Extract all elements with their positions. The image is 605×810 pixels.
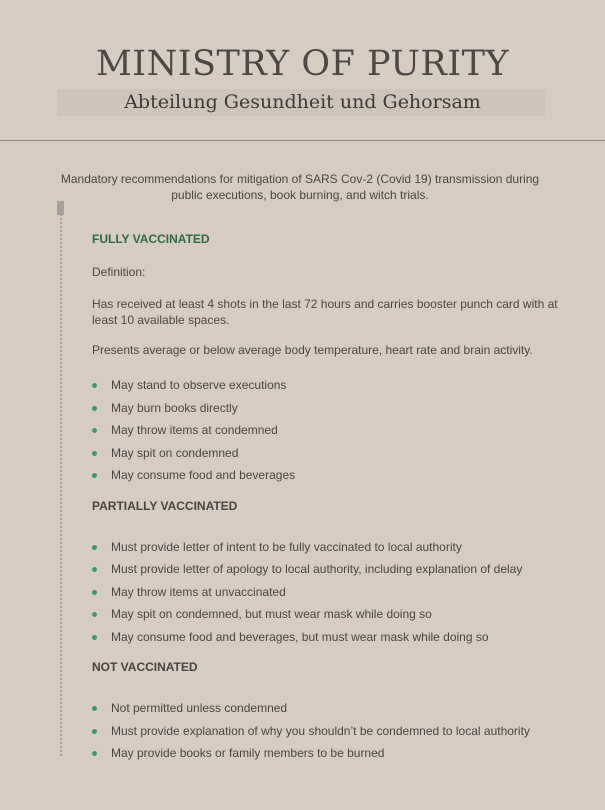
list-item: Must provide letter of apology to local authority, including explanation of delay — [92, 558, 562, 581]
section-heading-fully-vaccinated: FULLY VACCINATED — [92, 232, 210, 246]
intro-line-1: Mandatory recommendations for mitigation of SARS Cov-2 (Covid 19) transmission during — [60, 172, 540, 186]
bullet-icon — [92, 383, 97, 388]
bullet-icon — [92, 428, 97, 433]
page-subtitle: Abteilung Gesundheit und Gehorsam — [124, 91, 481, 113]
list-item: May burn books directly — [92, 397, 562, 420]
list-item: May consume food and beverages, but must wear mask while doing so — [92, 626, 562, 649]
section-heading-not-vaccinated: NOT VACCINATED — [92, 660, 198, 674]
section-heading-partially-vaccinated: PARTIALLY VACCINATED — [92, 498, 238, 513]
bullet-icon — [92, 451, 97, 456]
bullet-icon — [92, 706, 97, 711]
intro-line-2: public executions, book burning, and witch trials. — [171, 188, 429, 202]
list-item: May spit on condemned, but must wear mask while doing so — [92, 603, 562, 626]
fully-vaccinated-list — [92, 374, 562, 487]
list-item: Must provide letter of intent to be fully vaccinated to local authority — [92, 536, 562, 559]
bullet-icon — [92, 751, 97, 756]
bullet-icon — [92, 567, 97, 572]
definition-paragraph-1: Has received at least 4 shots in the last 72 hours and carries booster punch card with at least 10 available spaces. — [92, 297, 558, 327]
list-item: Must provide explanation of why you shouldn’t be condemned to local authority — [92, 720, 562, 743]
bullet-icon — [92, 635, 97, 640]
bullet-icon — [92, 545, 97, 550]
bullet-icon — [92, 406, 97, 411]
main-content — [92, 232, 562, 765]
definition-label: Definition: — [92, 265, 146, 279]
intro-text — [60, 171, 540, 203]
list-item: Not permitted unless condemned — [92, 697, 562, 720]
not-vaccinated-list — [92, 697, 562, 765]
bullet-icon — [92, 590, 97, 595]
definition-paragraph-2: Presents average or below average body temperature, heart rate and brain activity. — [92, 343, 533, 357]
list-item: May throw items at unvaccinated — [92, 581, 562, 604]
list-item: May consume food and beverages — [92, 464, 562, 487]
list-item: May stand to observe executions — [92, 374, 562, 397]
bullet-icon — [92, 473, 97, 478]
list-item: May spit on condemned — [92, 442, 562, 465]
bullet-icon — [92, 612, 97, 617]
bullet-icon — [92, 729, 97, 734]
partially-vaccinated-list — [92, 536, 562, 649]
list-item: May throw items at condemned — [92, 419, 562, 442]
page-title: MINISTRY OF PURITY — [95, 44, 510, 84]
sidebar-dotted-line — [60, 214, 62, 756]
sidebar-tab — [57, 201, 64, 215]
list-item: May provide books or family members to be burned — [92, 742, 562, 765]
header-divider — [0, 140, 605, 141]
